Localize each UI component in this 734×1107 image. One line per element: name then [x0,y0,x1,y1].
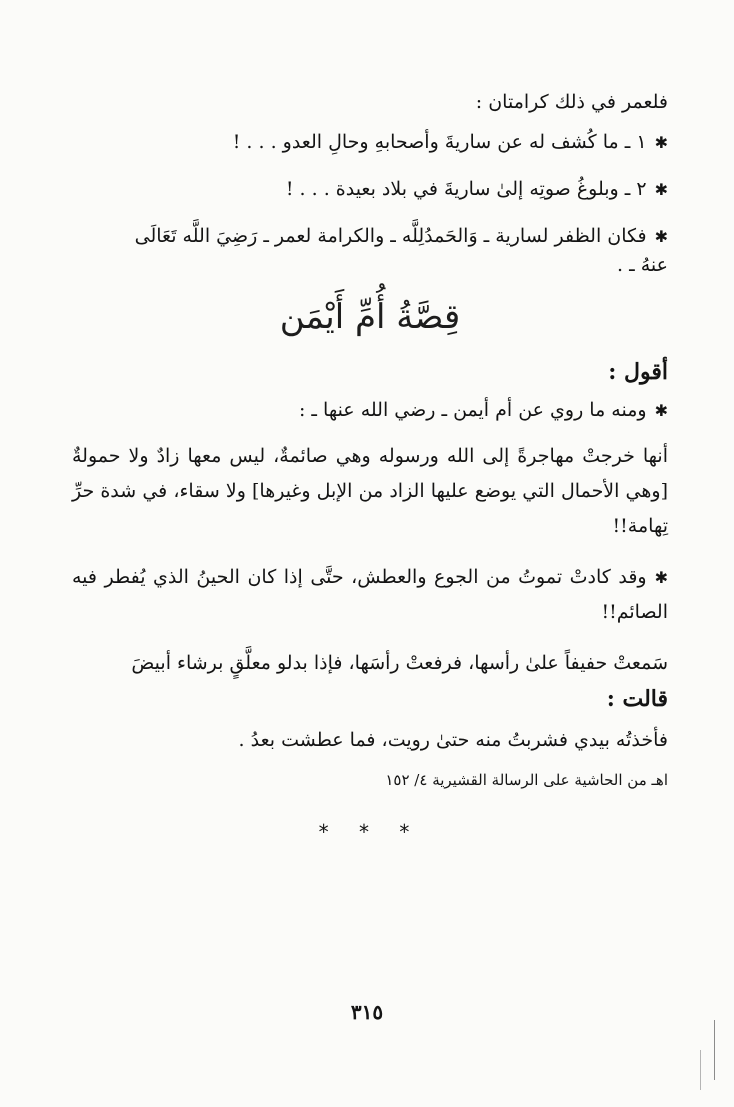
bullet-text-3: فكان الظفر لسارية ـ وَالحَمدُلِلَّه ـ والكرامة لعمر ـ رَضِيَ اللَّه تَعَالَى [134,225,647,247]
bullet-item-1 [72,128,668,157]
bullet-star-icon: ✱ [654,227,668,246]
paragraph-3-text: وقد كادتْ تموتُ من الجوع والعطش، حتَّى إذا كان الحينُ الذي يُفطر فيه الصائم!! [72,566,668,623]
paragraph-4: سَمعتْ حفيفاً علىٰ رأسها، فرفعتْ رأسَها، فإذا بدلو معلَّقٍ برشاء أبيضَ [131,652,668,674]
paragraph-1 [72,396,668,425]
section-title [72,297,668,338]
section-title-text: قِصَّةُ أُمِّ أَيْمَن [279,297,461,337]
scan-artifact [700,1050,701,1090]
page-number: ٣١٥ [350,1000,384,1024]
paragraph-1-text: ومنه ما روي عن أم أيمن ـ رضي الله عنها ـ : [298,399,647,421]
bullet-star-icon: ✱ [654,401,668,420]
page-content [72,88,668,844]
paragraph-2: أنها خرجتْ مهاجرةً إلى الله ورسوله وهي صائمةٌ، ليس معها زادٌ ولا حمولةٌ [وهي الأحمال التي يوضع عليها الزاد من الإبل وغيرها] ولا سقاء، في شدة حرِّ تِهامة!! [72,445,668,537]
bullet-item-2 [72,175,668,204]
intro-line: فلعمر في ذلك كرامتان : [475,91,668,113]
bullet-text-2: ٢ ـ وبلوغُ صوتِه إلىٰ ساريةَ في بلاد بعيدة . . . ! [285,178,647,200]
bullet-text-1: ١ ـ ما كُشف له عن ساريةَ وأصحابهِ وحالِ العدو . . . ! [232,131,647,153]
bullet-star-icon: ✱ [654,133,668,152]
paragraph-5: فأخذتُه بيدي فشربتُ منه حتىٰ رويت، فما عطشت بعدُ . [238,729,668,751]
bullet-star-icon: ✱ [654,568,668,587]
paragraph-3 [72,560,668,630]
bullet-continuation: عنهُ ـ . [617,254,668,276]
heading-qalat: قالت : [606,686,668,712]
section-divider: * * * [318,820,422,844]
bullet-item-3 [72,222,668,251]
scan-artifact [714,1020,715,1080]
bullet-star-icon: ✱ [654,180,668,199]
footnote: اهـ من الحاشية على الرسالة القشيرية ٤/ ١٥٢ [385,771,668,789]
heading-aqul: أقول : [608,359,668,385]
